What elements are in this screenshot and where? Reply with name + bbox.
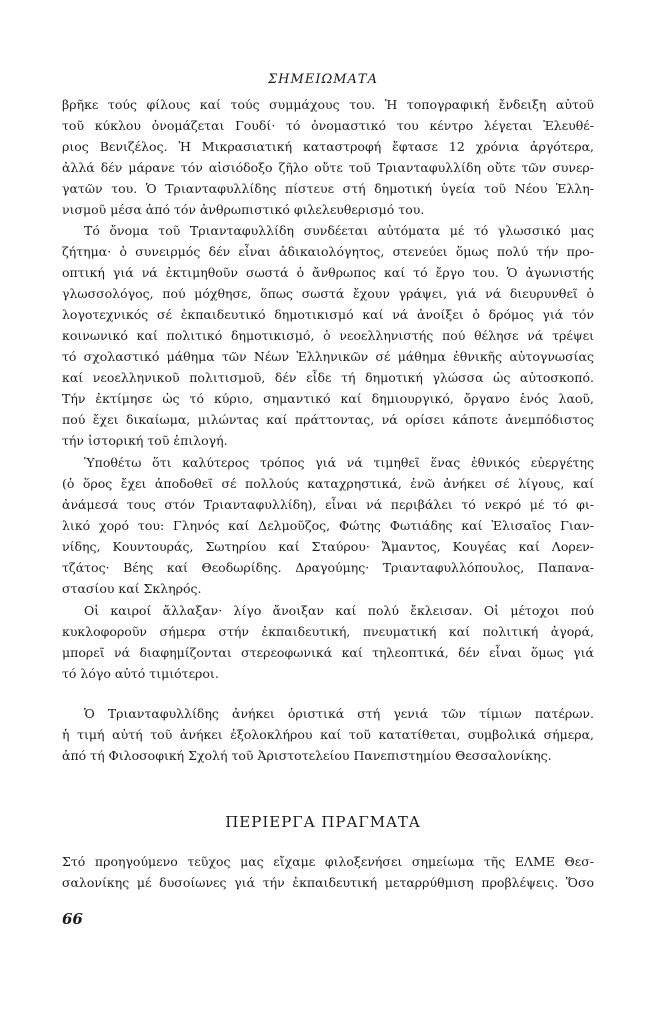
text-line: (ὁ ὅρος ἔχει ἀποδοθεῖ σέ πολλούς καταχρηστικά, ἐνῶ ἀνήκει σέ λίγους, καί xyxy=(62,476,594,491)
text-line: καί νεοελληνικοῦ πολιτισμοῦ, δέν εἶδε τή δημοτική γλώσσα ὡς αὐτοσκοπό. xyxy=(62,370,594,385)
paragraph-5 xyxy=(62,703,594,766)
text-line: σαλονίκης μέ δυσοίωνες γιά τήν ἐκπαιδευτική μεταρρύθμιση προβλέψεις. Ὅσο xyxy=(62,875,594,890)
text-line: ἀλλά δέν μάρανε τόν αἰσιόδοξο ζῆλο οὔτε τοῦ Τριανταφυλλίδη οὔτε τῶν συνερ- xyxy=(62,160,594,175)
text-line: νίδης, Κουντουράς, Σωτηρίου καί Σταύρου· Ἄμαντος, Κουγέας καί Λορεν- xyxy=(62,539,594,554)
text-line: πού ἔχει δικαίωμα, μιλώντας καί πράττοντας, νά ορίσει κάποτε ἀνεμπόδιστος xyxy=(62,412,594,427)
text-line: ἀνάμεσά τους στόν Τριανταφυλλίδη), εἶναι νά περιβάλει τό νεκρό μέ τό φι- xyxy=(62,497,594,512)
page-number: 66 xyxy=(62,910,83,928)
text-line: λογοτεχνικός σέ ἐκπαιδευτικό δημοτικισμό καί νά ἀνοίξει ὁ δρόμος γιά τόν xyxy=(62,307,594,322)
section-title: ΠΕΡΙΕΡΓΑ ΠΡΑΓΜΑΤΑ xyxy=(225,813,421,831)
text-line: Τό ὄνομα τοῦ Τριανταφυλλίδη συνδέεται αὐτόματα μέ τό γλωσσικό μας xyxy=(84,223,594,238)
text-line: Τήν ἐκτίμησε ὡς τό κύριο, σημαντικό καί δημιουργικό, ὄργανο ἑνός λαοῦ, xyxy=(62,391,594,406)
text-line: Ὑποθέτω ὅτι καλύτερος τρόπος γιά νά τιμηθεῖ ἕνας ἐθνικός εὐεργέτης xyxy=(84,455,594,470)
section-paragraph xyxy=(62,851,594,893)
text-line: λικό χορό του: Γληνός καί Δελμοῦζος, Φώτης Φωτιάδης καί Ἐλισαῖος Γιαν- xyxy=(62,518,594,533)
text-line: γατῶν του. Ὁ Τριανταφυλλίδης πίστευε στή δημοτική ὑγεία τοῦ Νέου Ἑλλη- xyxy=(62,181,594,196)
text-line: ἡ τιμή αὐτή τοῦ ἀνήκει ἐξολοκλήρου καί τοῦ κατατίθεται, συμβολικά σήμερα, xyxy=(62,727,594,742)
text-line: νισμοῦ μέσα ἀπό τόν ἀνθρωπιστικό φιλελευθερισμό του. xyxy=(62,202,425,217)
text-line: μπορεῖ νά διαφημίζονται στερεοφωνικά καί τηλεοπτικά, δέν εἶναι ὅμως γιά xyxy=(62,645,594,660)
text-line: στασίου καί Σκληρός. xyxy=(62,581,202,596)
text-line: τό λόγο αὐτό τιμιότεροι. xyxy=(62,666,219,681)
text-line: Στό προηγούμενο τεῦχος μας εἴχαμε φιλοξενήσει σημείωμα τῆς ΕΛΜΕ Θεσ- xyxy=(62,854,594,869)
paragraph-3 xyxy=(62,452,594,599)
paragraph-4 xyxy=(62,600,594,684)
text-line: κοινωνικό καί πολιτικό δημοτικισμό, ὁ νεοελληνιστής πού θέλησε νά τρέψει xyxy=(62,328,594,343)
text-line: τήν ἱστορική τοῦ ἐπιλογή. xyxy=(62,433,228,448)
text-line: τό σχολαστικό μάθημα τῶν Νέων Ἑλληνικῶν σέ μάθημα ἐθνικῆς αὐτογνωσίας xyxy=(62,349,594,364)
text-line: βρῆκε τούς φίλους καί τούς συμμάχους του. Ἡ τοπογραφική ἔνδειξη αὐτοῦ xyxy=(62,97,594,112)
text-line: ζήτημα· ὁ συνειρμός δέν εἶναι ἀδικαιολόγητος, στενεύει ὅμως πολύ τήν προ- xyxy=(62,244,594,259)
text-line: τζάτος· Βέης καί Θεοδωρίδης. Δραγούμης· Τριανταφυλλόπουλος, Παπανα- xyxy=(62,560,594,575)
text-line: ἀπό τή Φιλοσοφική Σχολή τοῦ Ἀριστοτελείου Πανεπιστημίου Θεσσαλονίκης. xyxy=(62,748,552,763)
running-head: ΣΗΜΕΙΩΜΑΤΑ xyxy=(267,72,378,87)
text-line: ριος Βενιζέλος. Ἡ Μικρασιατική καταστροφή ἔφτασε 12 χρόνια ἀργότερα, xyxy=(62,139,594,154)
text-line: Ὁ Τριανταφυλλίδης ἀνήκει ὁριστικά στή γενιά τῶν τίμιων πατέρων. xyxy=(84,706,594,721)
text-line: Οἱ καιροί ἄλλαξαν· λίγο ἄνοιξαν καί πολύ ἔκλεισαν. Οἱ μέτοχοι πού xyxy=(84,603,594,618)
text-line: οπτική γιά νά ἐκτιμηθοῦν σωστά ὁ ἄνθρωπος καί τό ἔργο του. Ὁ ἀγωνιστής xyxy=(62,265,594,280)
text-line: γλωσσολόγος, πού μόχθησε, ὅπως σωστά ἔχουν γράψει, γιά νά διευρυνθεῖ ὁ xyxy=(62,286,594,301)
paragraph-1 xyxy=(62,94,594,220)
text-line: κυκλοφοροῦν σήμερα στήν ἐκπαιδευτική, πνευματική καί πολιτική ἀγορά, xyxy=(62,624,594,639)
paragraph-2 xyxy=(62,220,594,451)
text-line: τοῦ κύκλου ὀνομάζεται Γουδί· τό ὀνομαστικό του κέντρο λέγεται Ἐλευθέ- xyxy=(62,118,594,133)
